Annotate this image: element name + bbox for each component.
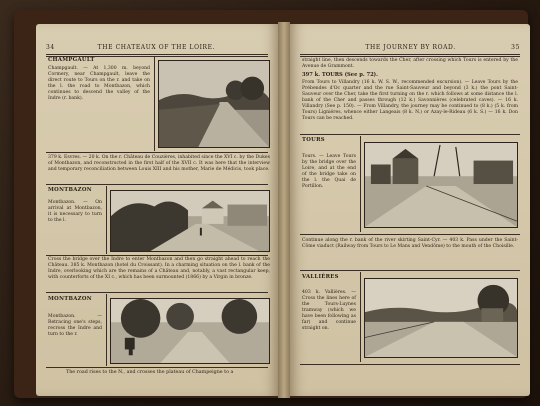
section-label-montbazon: MONTBAZON: [48, 187, 92, 193]
photo-montbazon: [110, 190, 270, 252]
section-label-montbazon-return: MONTBAZON: [48, 296, 92, 302]
intro-paragraph: straight line, then descends towards the Cher, after crossing which Tours is entered by the Avenue de Grammont.: [302, 58, 518, 69]
section-rule-1: [46, 152, 268, 153]
section-text-montbazon-return: Montbazon. — Retracing one's steps, recross the Indre and turn to the r.: [48, 314, 102, 337]
photo-montbazon-return: [110, 298, 270, 364]
photo-champgault: [158, 60, 270, 148]
paragraph-villandry: From Tours to Villandry (16 k. W. S. W., recommended excursion). — Leave Tours by the Prébendes d'Oc quarter and the rue Saint-Sauveur and beyond (3 k.) the pont Saint-Sauveur over the Cher, take the first turning on the r. which follows at some distance the l. bank of the Cher and passes through (12 k.) Savonnières (celebrated caves). — 16 k. Villandry (See p. 150). — From Villandry, the journey may be continued to (8 k.) (5 k. from Tours) Ligniéres, whence either Langeais (8 k. N.) or Azay-le-Rideau (6 k. S.) — 16 k. Don Tours can be reached.: [302, 80, 518, 121]
left-running-title: THE CHATEAUX OF THE LOIRE.: [97, 43, 216, 51]
section-text-champgault: Champgault. — At 1,300 m. beyond Cormery, near Champgault, leave the direct route to Tours on the r. and take on the l. the road to Montbazon, which continues to descend the valley of the Indre (r. bank).: [48, 66, 150, 101]
column-divider: [106, 186, 107, 254]
section-rule-3: [46, 255, 268, 256]
section-label-vallieres: VALLIÈRES: [302, 274, 339, 280]
right-running-head: [300, 42, 520, 52]
section-label-champgault: CHAMPGAULT: [48, 57, 95, 63]
left-running-head: [46, 42, 268, 52]
right-page-number: 35: [511, 43, 520, 51]
section-text-tours: Tours. — Leave Tours by the bridge over the Loire, and at the end of the bridge take on the l. the Quai de Portillon.: [302, 154, 356, 189]
open-book: [14, 10, 528, 398]
photo-vallieres: [364, 278, 518, 358]
paragraph-385-montbazon: Cross the bridge over the Indre to enter Montbazon and then go straight ahead to reach the Château. 385 k. Montbazon (hotel du Croissant). In a charming situation on the l. bank of the Indre, overlooking which are the remains of a Château and, notably, a vast rectangular keep, with counterforts of the XI c., which has been surmounted (1866) by a Virgin in bronze.: [48, 257, 270, 280]
heading-397-tours: 397 k. TOURS (See p. 72).: [302, 72, 378, 78]
bottom-line: The road rises to the N., and crosses the plateau of Champeigne to a: [66, 370, 234, 375]
section-rule-4: [46, 292, 268, 293]
right-running-title: THE JOURNEY BY ROAD.: [365, 43, 456, 51]
left-page-number: 34: [46, 43, 55, 51]
top-rule-double: [300, 56, 520, 57]
paragraph-continue: Continue along the r. bank of the river skirting Saint-Cyr. — 403 k. Pass under the Saint-Côme viaduct (Railway from Tours to Le Mans and Vendôme) to the mouth of the Choisille.: [302, 238, 518, 249]
section-label-tours: TOURS: [302, 137, 325, 143]
section-text-vallieres: 403 k. Vallières. — Cross the lines here of the Tours-Luynes tramway (which we have been following as far) and continue straight on.: [302, 290, 356, 331]
photo-tours: [364, 142, 518, 228]
column-divider: [106, 294, 107, 366]
section-rule-2: [300, 234, 520, 235]
section-rule-5: [46, 367, 268, 368]
column-divider: [154, 56, 155, 151]
column-divider: [360, 136, 361, 232]
section-rule-3: [300, 270, 520, 271]
section-rule-2: [46, 184, 268, 185]
section-text-montbazon: Montbazon. — On arrival at Montbazon, it is necessary to turn to the l.: [48, 200, 102, 223]
section-rule-4: [300, 364, 520, 365]
column-divider: [360, 272, 361, 362]
right-page: [290, 24, 530, 396]
section-rule-1: [300, 134, 520, 135]
book-gutter: [278, 22, 290, 398]
paragraph-379-esvres: 379 k. Esvres. — 20 k. On the r. Château de Couzières, inhabited since the XVI c. by the Dukes of Montbazon, and reconstructed in the first half of the XVII c. It was here that the interview and temporary reconciliation between Louis XIII and his mother, Marie de Médicis, took place.: [48, 155, 270, 172]
left-page: [36, 24, 278, 396]
